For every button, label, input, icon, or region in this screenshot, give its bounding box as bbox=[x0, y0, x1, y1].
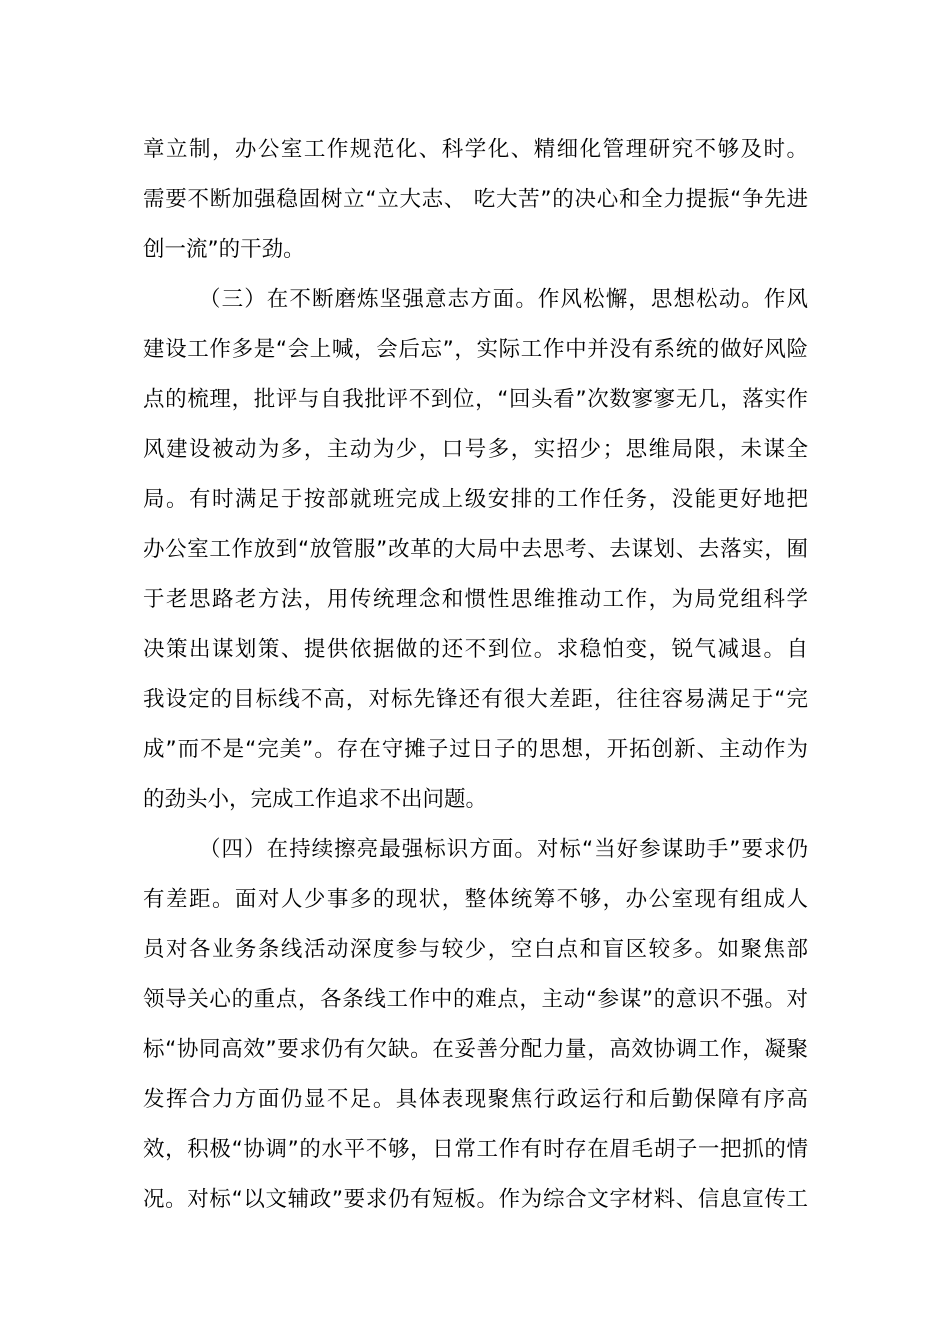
text-line: 决策出谋划策、提供依据做的还不到位。求稳怕变，锐气减退。自 bbox=[143, 637, 808, 662]
text-line: 需要不断加强稳固树立“立大志、 吃大苦”的决心和全力提振“争先进 bbox=[143, 187, 808, 212]
text-line: 风建设被动为多，主动为少，口号多，实招少；思维局限，未谋全 bbox=[143, 437, 808, 462]
text-line: 办公室工作放到“放管服”改革的大局中去思考、去谋划、去落实，囿 bbox=[143, 537, 808, 562]
text-line: 我设定的目标线不高，对标先锋还有很大差距，往往容易满足于“完 bbox=[143, 687, 808, 712]
text-line: 于老思路老方法，用传统理念和惯性思维推动工作，为局党组科学 bbox=[143, 587, 808, 612]
text-line: （三）在不断磨炼坚强意志方面。作风松懈，思想松动。作风 bbox=[199, 287, 808, 312]
text-line: 标“协同高效”要求仍有欠缺。在妥善分配力量，高效协调工作，凝聚 bbox=[143, 1037, 808, 1062]
text-line: 效，积极“协调”的水平不够，日常工作有时存在眉毛胡子一把抓的情 bbox=[143, 1137, 808, 1162]
text-line: 点的梳理，批评与自我批评不到位，“回头看”次数寥寥无几，落实作 bbox=[143, 387, 808, 412]
text-line: 有差距。面对人少事多的现状，整体统筹不够，办公室现有组成人 bbox=[143, 887, 808, 912]
text-line: 成”而不是“完美”。存在守摊子过日子的思想，开拓创新、主动作为 bbox=[143, 737, 808, 762]
text-line: 章立制，办公室工作规范化、科学化、精细化管理研究不够及时。 bbox=[143, 137, 808, 162]
text-line: 建设工作多是“会上喊，会后忘”，实际工作中并没有系统的做好风险 bbox=[143, 337, 808, 362]
text-line: （四）在持续擦亮最强标识方面。对标“当好参谋助手”要求仍 bbox=[199, 837, 808, 862]
text-line: 局。有时满足于按部就班完成上级安排的工作任务，没能更好地把 bbox=[143, 487, 808, 512]
text-line: 的劲头小，完成工作追求不出问题。 bbox=[143, 787, 488, 812]
text-line: 况。对标“以文辅政”要求仍有短板。作为综合文字材料、信息宣传工 bbox=[143, 1187, 808, 1212]
text-line: 创一流”的干劲。 bbox=[143, 237, 305, 262]
text-line: 领导关心的重点，各条线工作中的难点，主动“参谋”的意识不强。对 bbox=[143, 987, 808, 1012]
text-line: 发挥合力方面仍显不足。具体表现聚焦行政运行和后勤保障有序高 bbox=[143, 1087, 808, 1112]
document-body bbox=[143, 125, 808, 1225]
text-line: 员对各业务条线活动深度参与较少，空白点和盲区较多。如聚焦部 bbox=[143, 937, 808, 962]
